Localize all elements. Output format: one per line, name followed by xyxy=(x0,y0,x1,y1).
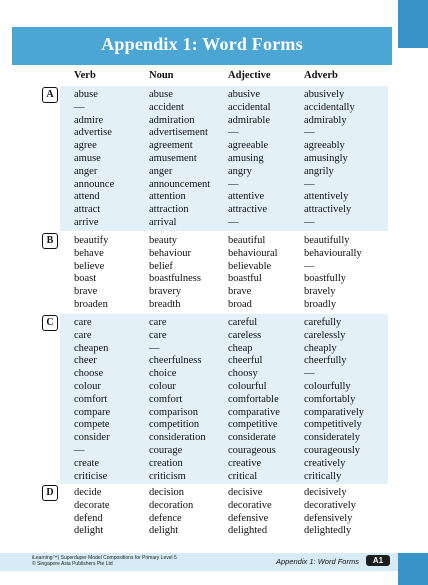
adjective-cell: broad xyxy=(228,299,252,310)
table-row xyxy=(0,152,428,165)
adjective-cell: decisive xyxy=(228,487,263,498)
adverb-cell: bravely xyxy=(304,286,336,298)
adjective-cell: competitive xyxy=(228,419,278,431)
table-row xyxy=(0,431,428,444)
verb-cell: admire xyxy=(74,114,104,126)
adjective-cell: admirable xyxy=(228,114,270,126)
verb-cell: agree xyxy=(74,140,97,152)
adjective-cell: — xyxy=(228,217,239,228)
verb-cell: cheapen xyxy=(74,342,109,354)
noun-cell: colour xyxy=(149,381,176,392)
adverb-cell: abusively xyxy=(304,89,345,100)
adverb-cell: colourfully xyxy=(304,381,351,392)
table-row xyxy=(0,367,428,380)
verb-cell: anger xyxy=(74,165,98,177)
table-row xyxy=(0,329,428,342)
adjective-cell: careless xyxy=(228,329,262,341)
adjective-cell: behavioural xyxy=(228,247,278,259)
noun-cell: creation xyxy=(149,457,183,469)
adjective-cell: defensive xyxy=(228,512,269,524)
adverb-cell: angrily xyxy=(304,165,334,177)
verb-cell: boast xyxy=(74,273,97,285)
table-row xyxy=(0,418,428,431)
verb-cell: comfort xyxy=(74,393,108,405)
header-adjective: Adjective xyxy=(228,70,271,81)
table-row xyxy=(0,247,428,260)
adjective-cell: boastful xyxy=(228,273,262,285)
adverb-cell: delightedly xyxy=(304,525,352,537)
adverb-cell: accidentally xyxy=(304,101,355,113)
noun-cell: delight xyxy=(149,525,179,537)
adverb-cell: behaviourally xyxy=(304,247,362,259)
noun-cell: abuse xyxy=(149,89,173,100)
header-adverb: Adverb xyxy=(304,70,338,81)
table-row xyxy=(0,126,428,139)
adverb-cell: courageously xyxy=(304,445,360,456)
adjective-cell: attractive xyxy=(228,204,268,216)
verb-cell: decorate xyxy=(74,499,110,511)
verb-cell: create xyxy=(74,457,100,469)
adjective-cell: considerate xyxy=(228,432,276,444)
noun-cell: breadth xyxy=(149,299,181,310)
verb-cell: cheer xyxy=(74,355,97,367)
noun-cell: attention xyxy=(149,191,186,203)
table-row xyxy=(0,139,428,152)
adjective-cell: critical xyxy=(228,470,258,482)
noun-cell: comfort xyxy=(149,393,183,405)
adverb-cell: — xyxy=(304,260,315,272)
footer-credits xyxy=(32,555,177,567)
page-title: Appendix 1: Word Forms xyxy=(101,34,303,54)
adverb-cell: cheaply xyxy=(304,342,337,354)
page-number-badge: A1 xyxy=(366,555,390,566)
adjective-cell: choosy xyxy=(228,368,258,380)
header-verb: Verb xyxy=(74,70,96,81)
adjective-cell: comfortable xyxy=(228,393,279,405)
verb-cell: attract xyxy=(74,204,101,216)
verb-cell: care xyxy=(74,329,92,341)
verb-cell: — xyxy=(74,445,85,456)
adverb-cell: — xyxy=(304,217,315,228)
footer-copyright: © Singapore Asia Publishers Pte Ltd xyxy=(32,561,113,567)
noun-cell: arrival xyxy=(149,217,177,228)
table-row xyxy=(0,101,428,114)
adverb-cell: — xyxy=(304,368,315,380)
adverb-cell: boastfully xyxy=(304,273,346,285)
noun-cell: competition xyxy=(149,419,200,431)
adverb-cell: attentively xyxy=(304,191,349,203)
adjective-cell: cheerful xyxy=(228,355,263,367)
adjective-cell: creative xyxy=(228,457,262,469)
adjective-cell: amusing xyxy=(228,153,264,164)
section-letter: D xyxy=(42,485,58,501)
adverb-cell: — xyxy=(304,178,315,190)
verb-cell: arrive xyxy=(74,217,99,228)
adjective-cell: colourful xyxy=(228,381,267,392)
adverb-cell: agreeably xyxy=(304,140,345,152)
table-row xyxy=(0,457,428,470)
footer-section-title: Appendix 1: Word Forms xyxy=(276,557,359,566)
table-row xyxy=(0,393,428,406)
adjective-cell: careful xyxy=(228,317,258,328)
table-row xyxy=(0,272,428,285)
table-row xyxy=(0,444,428,457)
table-row xyxy=(0,486,428,499)
verb-cell: colour xyxy=(74,381,101,392)
noun-cell: — xyxy=(149,342,160,354)
adverb-cell: cheerfully xyxy=(304,355,347,367)
corner-tab xyxy=(398,0,428,48)
verb-cell: believe xyxy=(74,260,105,272)
verb-cell: amuse xyxy=(74,153,101,164)
noun-cell: agreement xyxy=(149,140,193,152)
verb-cell: decide xyxy=(74,487,102,498)
noun-cell: belief xyxy=(149,260,173,272)
noun-cell: decision xyxy=(149,487,184,498)
table-row xyxy=(0,178,428,191)
verb-cell: — xyxy=(74,101,85,113)
adverb-cell: beautifully xyxy=(304,235,350,246)
noun-cell: beauty xyxy=(149,235,177,246)
table-row xyxy=(0,260,428,273)
verb-cell: announce xyxy=(74,178,115,190)
section-letter: C xyxy=(42,315,58,331)
table-row xyxy=(0,316,428,329)
noun-cell: attraction xyxy=(149,204,189,216)
adjective-cell: — xyxy=(228,178,239,190)
noun-cell: amusement xyxy=(149,153,197,164)
verb-cell: abuse xyxy=(74,89,98,100)
table-row xyxy=(0,234,428,247)
table-row xyxy=(0,406,428,419)
table-row xyxy=(0,165,428,178)
verb-cell: compare xyxy=(74,406,111,418)
noun-cell: comparison xyxy=(149,406,198,418)
table-row xyxy=(0,190,428,203)
adverb-cell: broadly xyxy=(304,299,337,310)
adjective-cell: comparative xyxy=(228,406,280,418)
verb-cell: choose xyxy=(74,368,104,380)
adverb-cell: creatively xyxy=(304,457,346,469)
verb-cell: criticise xyxy=(74,470,108,482)
noun-cell: boastfulness xyxy=(149,273,201,285)
adjective-cell: delighted xyxy=(228,525,268,537)
table-row xyxy=(0,216,428,229)
adverb-cell: carefully xyxy=(304,317,342,328)
verb-cell: beautify xyxy=(74,235,109,246)
adverb-cell: competitively xyxy=(304,419,362,431)
adverb-cell: amusingly xyxy=(304,153,348,164)
noun-cell: decoration xyxy=(149,499,194,511)
verb-cell: consider xyxy=(74,432,110,444)
table-row xyxy=(0,114,428,127)
table-row xyxy=(0,342,428,355)
adverb-cell: comparatively xyxy=(304,406,365,418)
section-letter: A xyxy=(42,87,58,103)
verb-cell: delight xyxy=(74,525,104,537)
noun-cell: cheerfulness xyxy=(149,355,202,367)
noun-cell: defence xyxy=(149,512,182,524)
adverb-cell: admirably xyxy=(304,114,347,126)
adverb-cell: attractively xyxy=(304,204,352,216)
table-row xyxy=(0,499,428,512)
adverb-cell: carelessly xyxy=(304,329,346,341)
noun-cell: announcement xyxy=(149,178,211,190)
noun-cell: care xyxy=(149,329,167,341)
column-headers xyxy=(0,70,428,84)
verb-cell: broaden xyxy=(74,299,108,310)
adverb-cell: considerately xyxy=(304,432,360,444)
table-row xyxy=(0,354,428,367)
verb-cell: defend xyxy=(74,512,103,524)
table-row xyxy=(0,285,428,298)
adverb-cell: decisively xyxy=(304,487,347,498)
verb-cell: compete xyxy=(74,419,110,431)
noun-cell: accident xyxy=(149,101,184,113)
table-row xyxy=(0,380,428,393)
adjective-cell: accidental xyxy=(228,101,271,113)
adjective-cell: decorative xyxy=(228,499,272,511)
noun-cell: anger xyxy=(149,165,173,177)
adjective-cell: believable xyxy=(228,260,272,272)
table-row xyxy=(0,512,428,525)
adjective-cell: attentive xyxy=(228,191,265,203)
adverb-cell: comfortably xyxy=(304,393,356,405)
adverb-cell: decoratively xyxy=(304,499,356,511)
noun-cell: criticism xyxy=(149,470,186,482)
noun-cell: courage xyxy=(149,445,183,456)
adjective-cell: agreeable xyxy=(228,140,269,152)
adverb-cell: defensively xyxy=(304,512,353,524)
adverb-cell: — xyxy=(304,127,315,139)
noun-cell: behaviour xyxy=(149,247,191,259)
adverb-cell: critically xyxy=(304,470,342,482)
table-row xyxy=(0,470,428,483)
title-banner xyxy=(12,27,392,65)
noun-cell: consideration xyxy=(149,432,206,444)
adjective-cell: — xyxy=(228,127,239,139)
noun-cell: bravery xyxy=(149,286,182,298)
section-letter: B xyxy=(42,233,58,249)
verb-cell: advertise xyxy=(74,127,112,139)
adjective-cell: abusive xyxy=(228,89,261,100)
header-noun: Noun xyxy=(149,70,174,81)
verb-cell: behave xyxy=(74,247,104,259)
verb-cell: attend xyxy=(74,191,100,203)
noun-cell: choice xyxy=(149,368,177,380)
verb-cell: care xyxy=(74,317,92,328)
noun-cell: advertisement xyxy=(149,127,208,139)
table-row xyxy=(0,524,428,537)
table-row xyxy=(0,203,428,216)
noun-cell: admiration xyxy=(149,114,195,126)
footer-corner-tab xyxy=(398,553,428,585)
adjective-cell: courageous xyxy=(228,445,276,456)
table-row xyxy=(0,88,428,101)
table-row xyxy=(0,298,428,311)
adjective-cell: beautiful xyxy=(228,235,266,246)
footer-book-title: iLearning™) Superduper Model Compositions for Primary Level 5 xyxy=(32,555,177,561)
adjective-cell: cheap xyxy=(228,342,253,354)
noun-cell: care xyxy=(149,317,167,328)
verb-cell: brave xyxy=(74,286,98,298)
adjective-cell: angry xyxy=(228,165,252,177)
adjective-cell: brave xyxy=(228,286,252,298)
